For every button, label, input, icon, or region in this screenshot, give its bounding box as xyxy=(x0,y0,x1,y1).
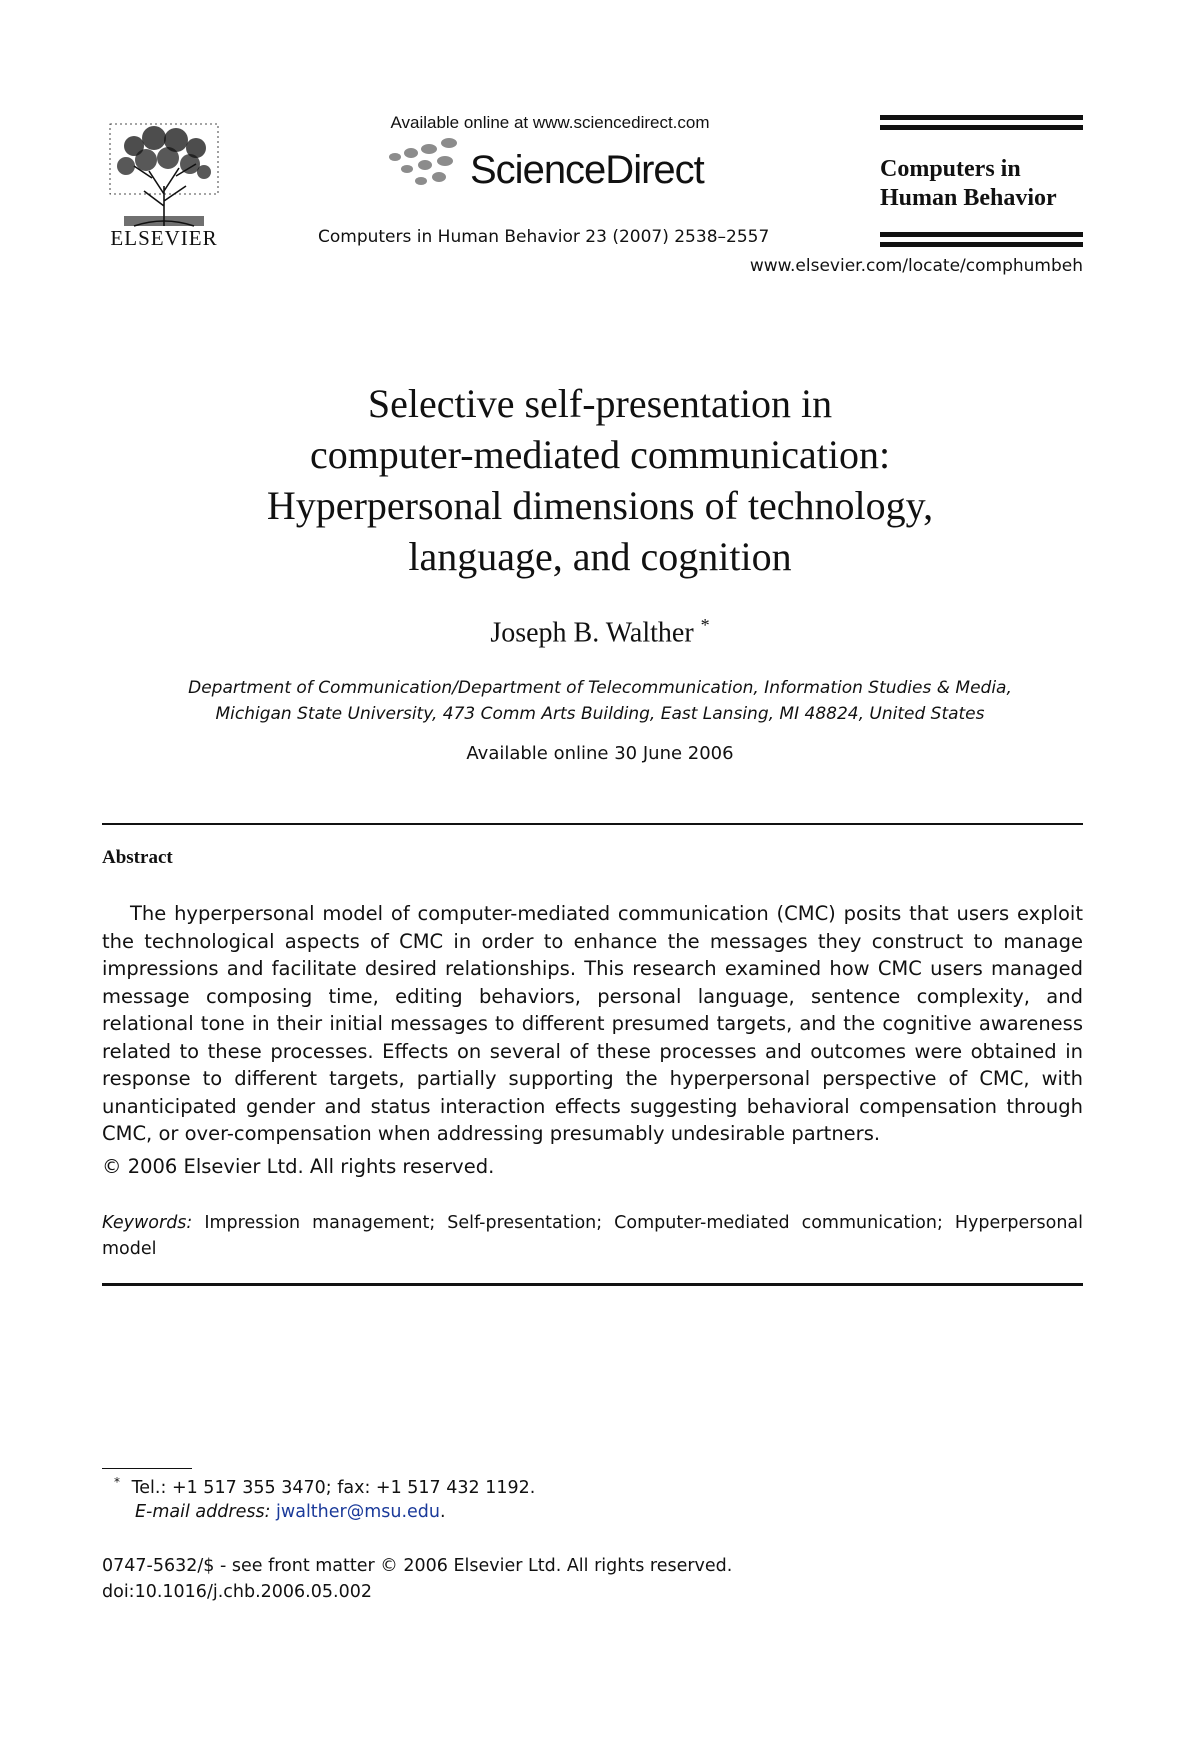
journal-citation: Computers in Human Behavior 23 (2007) 2538–2557 xyxy=(318,227,770,247)
author-footnote-mark[interactable]: * xyxy=(700,615,710,635)
email-label: E-mail address: xyxy=(135,1502,271,1522)
title-line: Selective self-presentation in xyxy=(367,381,833,426)
abstract-body: The hyperpersonal model of computer-mediated communication (CMC) posits that users exploit the technological aspects of CMC in order to enhance the messages they construct to manage impressions and facilitate desired relationships. This research examined how CMC users managed message composing time, editing behaviors, personal language, sentence complexity, and relational tone in their initial messages to different presumed targets, and the cognitive awareness related to these processes. Effects on several of these processes and outcomes were obtained in response to different targets, partially supporting the hyperpersonal perspective of CMC, with unanticipated gender and status interaction effects suggesting behavioral compensation through CMC, or over-compensation when addressing presumably undesirable partners. xyxy=(102,902,1083,1145)
abstract-top-rule xyxy=(102,823,1083,825)
email-period: . xyxy=(440,1502,446,1522)
elsevier-wordmark: ELSEVIER xyxy=(110,226,218,250)
keywords-label: Keywords: xyxy=(102,1213,193,1233)
footnote-contact xyxy=(114,1475,535,1498)
journal-box-top-rule xyxy=(880,115,1083,120)
journal-box-top-rule-2 xyxy=(880,125,1083,130)
keywords-list: Impression management; Self-presentation; Computer-mediated communication; Hyperpersonal model xyxy=(102,1213,1083,1259)
doi-line[interactable]: doi:10.1016/j.chb.2006.05.002 xyxy=(102,1582,372,1602)
journal-name xyxy=(880,155,1083,213)
paper-title xyxy=(120,378,1080,582)
title-line: language, and cognition xyxy=(408,534,792,579)
keywords xyxy=(102,1210,1083,1262)
abstract-heading: Abstract xyxy=(102,847,173,868)
available-online-date: Available online 30 June 2006 xyxy=(466,743,734,764)
abstract-copyright: © 2006 Elsevier Ltd. All rights reserved. xyxy=(102,1155,495,1178)
journal-box-bottom-rule-2 xyxy=(880,242,1083,247)
title-line: computer-mediated communication: xyxy=(309,432,891,477)
journal-box-bottom-rule xyxy=(880,232,1083,237)
affiliation-line-1: Department of Communication/Department of Telecommunication, Information Studies & Media, xyxy=(188,678,1012,698)
journal-url-link[interactable]: www.elsevier.com/locate/comphumbeh xyxy=(749,256,1083,276)
author-name: Joseph B. Walther xyxy=(490,617,694,649)
journal-name-line1: Computers in xyxy=(880,156,1021,182)
footnote-email xyxy=(135,1502,446,1522)
affiliation-line-2: Michigan State University, 473 Comm Arts Building, East Lansing, MI 48824, United States xyxy=(215,704,985,724)
journal-name-line2: Human Behavior xyxy=(880,185,1057,211)
front-matter-line: 0747-5632/$ - see front matter © 2006 Elsevier Ltd. All rights reserved. xyxy=(102,1556,733,1576)
footnote-tel-fax: Tel.: +1 517 355 3470; fax: +1 517 432 1192. xyxy=(131,1477,536,1498)
abstract-bottom-rule xyxy=(102,1283,1083,1286)
footnote-mark: * xyxy=(114,1475,120,1489)
sciencedirect-wordmark: ScienceDirect xyxy=(470,148,704,192)
author-line xyxy=(120,615,1080,649)
available-online-notice: Available online at www.sciencedirect.com xyxy=(390,113,710,132)
title-line: Hyperpersonal dimensions of technology, xyxy=(266,483,934,528)
email-link[interactable]: jwalther@msu.edu xyxy=(276,1502,441,1522)
footnote-rule xyxy=(102,1468,192,1469)
